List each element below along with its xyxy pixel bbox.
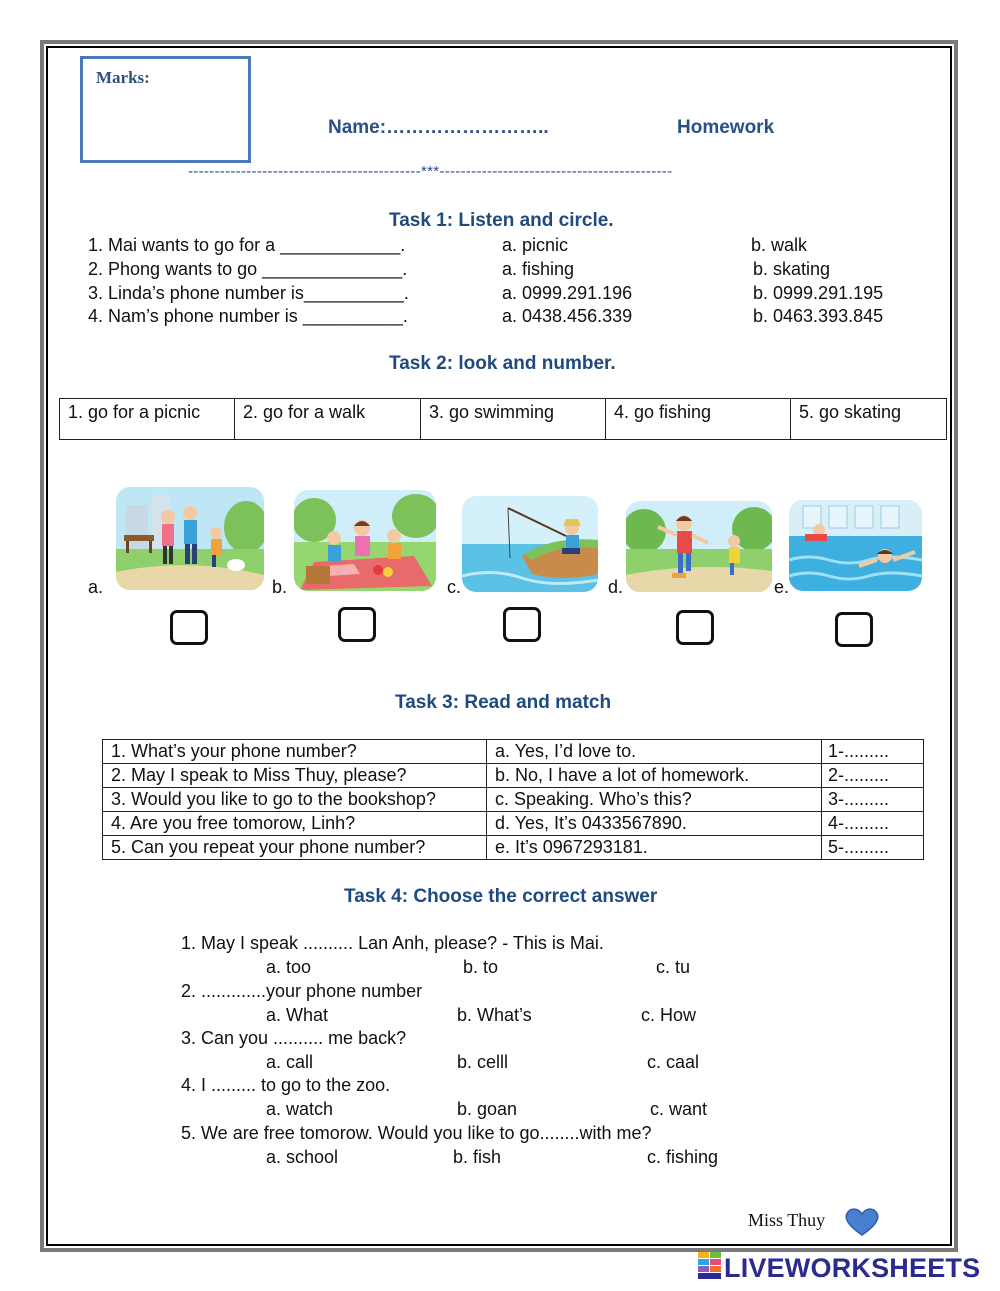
task4-question: 1. May I speak .......... Lan Anh, please? - This is Mai. xyxy=(181,933,604,953)
task1-option-a[interactable]: a. picnic xyxy=(502,235,569,255)
task4-option-b[interactable]: b. to xyxy=(463,957,499,977)
task4-question: 3. Can you .......... me back? xyxy=(181,1028,407,1048)
task1-option-a[interactable]: a. fishing xyxy=(502,259,575,279)
task3-answer: a. Yes, I’d love to. xyxy=(487,740,822,764)
task1-title: Task 1: Listen and circle. xyxy=(389,210,614,231)
task4-option-a[interactable]: a. watch xyxy=(266,1099,334,1119)
answer-box-d[interactable] xyxy=(676,610,714,645)
separator-line: --------------------------------------------***-------------------------------------------- xyxy=(188,163,673,180)
task3-question: 5. Can you repeat your phone number? xyxy=(103,836,487,860)
picnic-scene-image xyxy=(294,490,436,591)
teacher-signature: Miss Thuy xyxy=(748,1210,826,1230)
answer-box-c[interactable] xyxy=(503,607,541,642)
task4-option-a[interactable]: a. school xyxy=(266,1147,339,1167)
homework-label: Homework xyxy=(677,117,775,138)
fishing-scene-image xyxy=(462,496,598,592)
name-field[interactable]: Name:…………………….. xyxy=(328,117,549,138)
picture-letter: d. xyxy=(608,577,624,597)
picture-letter: b. xyxy=(272,577,288,597)
task4-option-a[interactable]: a. too xyxy=(266,957,312,977)
swimming-scene-image xyxy=(789,500,922,591)
task4-question: 4. I ......... to go to the zoo. xyxy=(181,1075,391,1095)
task2-option: 1. go for a picnic xyxy=(60,399,235,440)
task3-answer: e. It’s 0967293181. xyxy=(487,836,822,860)
heart-icon xyxy=(844,1208,880,1241)
task2-options-table xyxy=(59,398,947,440)
task1-question: 2. Phong wants to go ______________. xyxy=(88,259,408,279)
task4-option-a[interactable]: a. What xyxy=(266,1005,329,1025)
task4-option-b[interactable]: b. celll xyxy=(457,1052,509,1072)
task2-title: Task 2: look and number. xyxy=(389,353,616,374)
task3-question: 3. Would you like to go to the bookshop? xyxy=(103,788,487,812)
answer-box-a[interactable] xyxy=(170,610,208,645)
liveworksheets-brand[interactable]: LIVEWORKSHEETS xyxy=(724,1253,981,1283)
task3-question: 1. What’s your phone number? xyxy=(103,740,487,764)
task4-option-c[interactable]: c. want xyxy=(650,1099,708,1119)
task2-option: 5. go skating xyxy=(791,399,947,440)
task4-option-c[interactable]: c. tu xyxy=(656,957,691,977)
task3-match-field[interactable]: 5-......... xyxy=(822,836,924,860)
task3-answer: d. Yes, It’s 0433567890. xyxy=(487,812,822,836)
liveworksheets-logo-icon xyxy=(698,1252,722,1285)
task2-option: 2. go for a walk xyxy=(235,399,421,440)
task4-option-c[interactable]: c. fishing xyxy=(647,1147,719,1167)
task1-question: 3. Linda’s phone number is__________. xyxy=(88,283,409,303)
task3-match-field[interactable]: 4-......... xyxy=(822,812,924,836)
task4-option-c[interactable]: c. caal xyxy=(647,1052,700,1072)
task1-option-b[interactable]: b. 0999.291.195 xyxy=(753,283,884,303)
answer-box-b[interactable] xyxy=(338,607,376,642)
task4-option-b[interactable]: b. fish xyxy=(453,1147,502,1167)
walking-scene-image xyxy=(116,487,264,590)
picture-letter: c. xyxy=(447,577,462,597)
task2-option: 3. go swimming xyxy=(421,399,606,440)
task2-option: 4. go fishing xyxy=(606,399,791,440)
task3-answer: c. Speaking. Who’s this? xyxy=(487,788,822,812)
task4-option-b[interactable]: b. goan xyxy=(457,1099,518,1119)
marks-label: Marks: xyxy=(96,68,150,87)
task3-match-field[interactable]: 3-......... xyxy=(822,788,924,812)
task3-answer: b. No, I have a lot of homework. xyxy=(487,764,822,788)
task4-option-b[interactable]: b. What’s xyxy=(457,1005,532,1025)
task1-option-a[interactable]: a. 0438.456.339 xyxy=(502,306,633,326)
task4-question: 5. We are free tomorow. Would you like to go........with me? xyxy=(181,1123,652,1143)
task4-title: Task 4: Choose the correct answer xyxy=(344,886,658,907)
task1-question: 1. Mai wants to go for a ____________. xyxy=(88,235,406,255)
task1-option-b[interactable]: b. walk xyxy=(751,235,808,255)
task4-option-c[interactable]: c. How xyxy=(641,1005,697,1025)
task1-option-b[interactable]: b. 0463.393.845 xyxy=(753,306,884,326)
task1-question: 4. Nam’s phone number is __________. xyxy=(88,306,408,326)
task3-match-field[interactable]: 2-......... xyxy=(822,764,924,788)
task4-option-a[interactable]: a. call xyxy=(266,1052,314,1072)
answer-box-e[interactable] xyxy=(835,612,873,647)
task1-option-b[interactable]: b. skating xyxy=(753,259,831,279)
task3-match-field[interactable]: 1-......... xyxy=(822,740,924,764)
task3-match-table xyxy=(102,739,924,860)
task3-question: 2. May I speak to Miss Thuy, please? xyxy=(103,764,487,788)
picture-letter: e. xyxy=(774,577,790,597)
task1-option-a[interactable]: a. 0999.291.196 xyxy=(502,283,633,303)
skating-scene-image xyxy=(626,501,772,592)
task4-question: 2. .............your phone number xyxy=(181,981,423,1001)
picture-letter: a. xyxy=(88,577,104,597)
task3-title: Task 3: Read and match xyxy=(395,692,612,713)
task3-question: 4. Are you free tomorow, Linh? xyxy=(103,812,487,836)
